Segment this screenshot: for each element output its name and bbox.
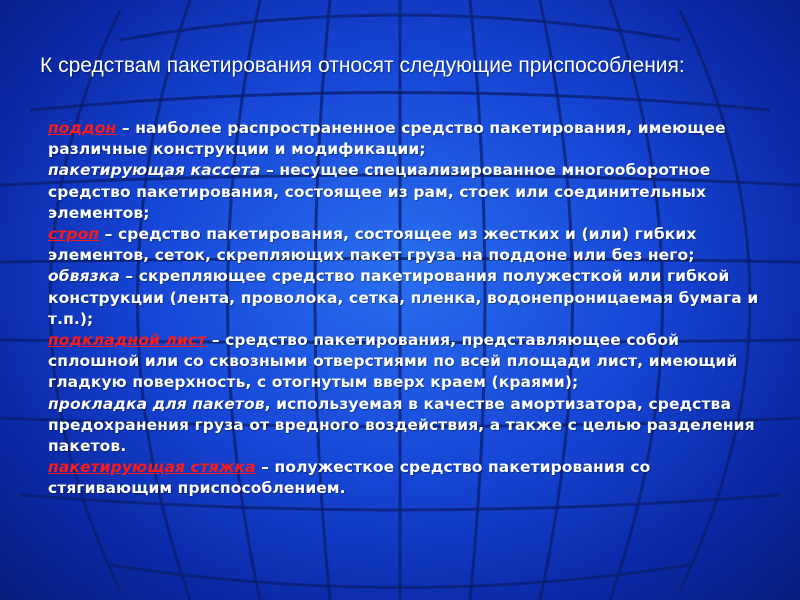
definition-text: – полужесткое средство пакетирования со стягивающим приспособлением. [48, 458, 651, 498]
term-strapping: обвязка [48, 267, 120, 286]
term-slip-sheet: подкладной лист [48, 331, 207, 350]
term-pallet: поддон [48, 119, 117, 137]
definitions-list [48, 118, 760, 500]
term-cassette: пакетирующая кассета [48, 161, 261, 180]
definition-item [48, 394, 760, 458]
definition-text: – скрепляющее средство пакетирования полужесткой или гибкой конструкции (лента, проволока, сетка, пленка, водонепроницаемая бумага и т.п.); [48, 267, 759, 328]
definition-item [48, 457, 760, 499]
definition-text: – средство пакетирования, состоящее из жестких и (или) гибких элементов, сеток, скрепляющих пакет груза на поддоне или без него; [48, 225, 697, 265]
definition-item [48, 160, 760, 224]
definition-text: – наиболее распространенное средство пакетирования, имеющее различные конструкции и модификации; [48, 119, 726, 159]
definition-item [48, 330, 760, 394]
definition-item [48, 266, 760, 330]
definition-text: , используемая в качестве амортизатора, средства предохранения груза от вредного воздействия, а также с целью разделения пакетов. [48, 394, 755, 456]
term-tie: пакетирующая стяжка [48, 458, 256, 477]
definition-text: – несущее специализированное многооборотное средство пакетирования, состоящее из рам, стоек или соединительных элементов; [48, 161, 711, 222]
slide-title: К средствам пакетирования относят следующие приспособления: [40, 54, 685, 77]
definition-item [48, 118, 760, 160]
definition-text: – средство пакетирования, представляющее собой сплошной или со сквозными отверстиями по всей площади лист, имеющий гладкую поверхность, с отогнутым вверх краем (краями); [48, 331, 738, 392]
term-spacer: прокладка для пакетов [48, 394, 265, 413]
term-sling: строп [48, 225, 100, 244]
definition-item [48, 224, 760, 266]
